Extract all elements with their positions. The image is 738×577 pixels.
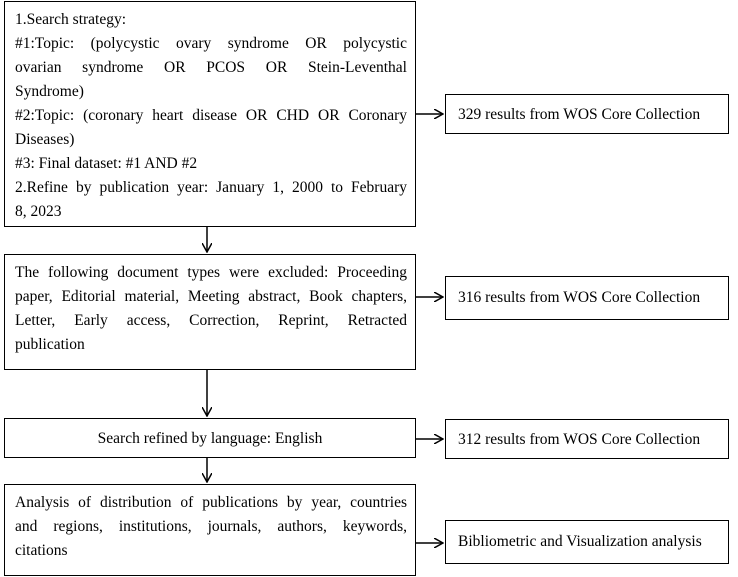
- search-strategy-line: 2.Refine by publication year: January 1, 2000 to February: [15, 179, 407, 196]
- analysis-line: and regions, institutions, journals, authors, keywords,: [15, 518, 407, 535]
- analysis-box: [4, 484, 416, 576]
- search-strategy-line: Diseases): [15, 131, 75, 148]
- result-box-analysis: [445, 520, 729, 564]
- exclusion-line: Letter, Early access, Correction, Reprint, Retracted: [15, 312, 407, 329]
- exclusion-line: paper, Editorial material, Meeting abstract, Book chapters,: [15, 288, 407, 305]
- search-strategy-line: 1.Search strategy:: [15, 11, 127, 28]
- search-strategy-box: [4, 1, 416, 227]
- exclusion-line: publication: [15, 336, 85, 353]
- language-text: Search refined by language: English: [97, 430, 323, 447]
- result-text: 312 results from WOS Core Collection: [458, 431, 701, 448]
- analysis-line: Analysis of distribution of publications by year, countries: [15, 494, 407, 511]
- result-box-316: [445, 276, 729, 320]
- result-text: 329 results from WOS Core Collection: [458, 106, 701, 123]
- search-strategy-line: #2:Topic: (coronary heart disease OR CHD OR Coronary: [15, 107, 407, 124]
- analysis-line: citations: [15, 542, 68, 559]
- search-strategy-line: #3: Final dataset: #1 AND #2: [15, 155, 198, 172]
- result-text: 316 results from WOS Core Collection: [458, 289, 701, 306]
- result-text: Bibliometric and Visualization analysis: [458, 533, 702, 550]
- search-strategy-line: 8, 2023: [15, 203, 62, 220]
- result-box-312: [445, 419, 729, 459]
- result-box-329: [445, 94, 729, 134]
- exclusion-box: [4, 254, 416, 370]
- exclusion-line: The following document types were excluded: Proceeding: [15, 264, 407, 281]
- language-box: [4, 418, 416, 458]
- search-strategy-line: ovarian syndrome OR PCOS OR Stein-Leventhal: [15, 59, 407, 76]
- search-strategy-line: Syndrome): [15, 83, 84, 100]
- search-strategy-line: #1:Topic: (polycystic ovary syndrome OR polycystic: [15, 35, 407, 52]
